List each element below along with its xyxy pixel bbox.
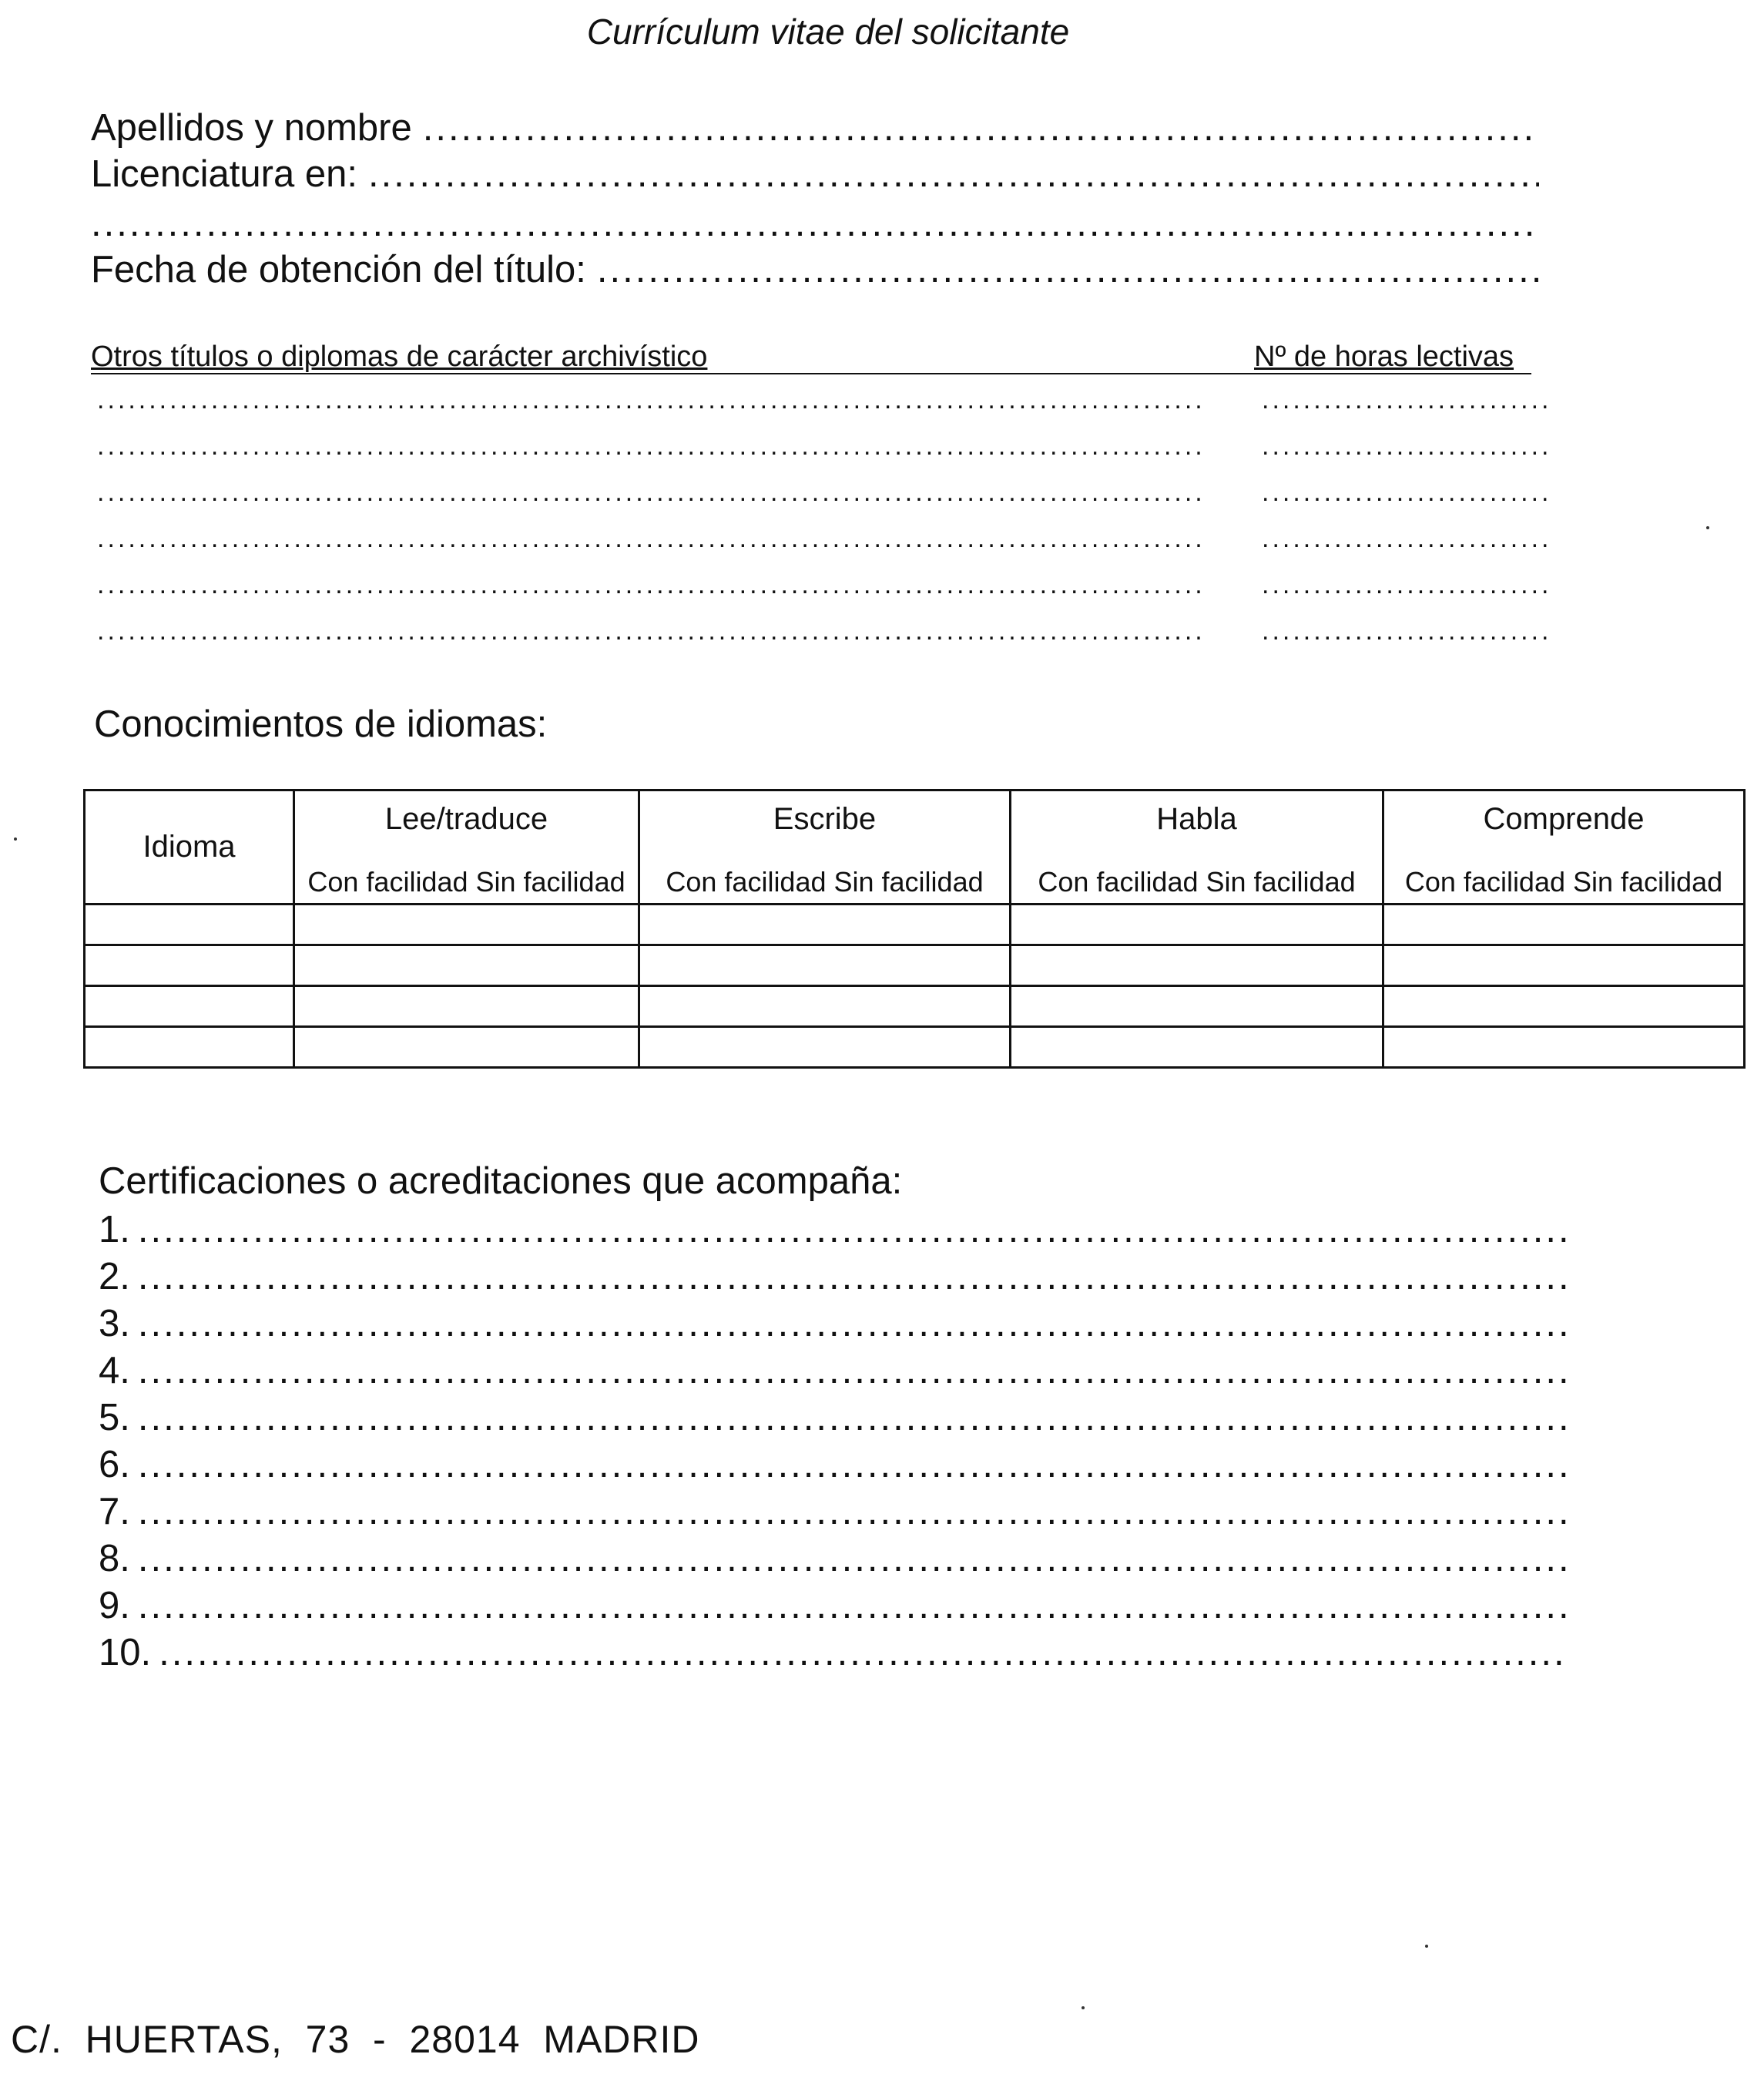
level-cell[interactable] — [294, 986, 639, 1027]
hours-entry-field[interactable] — [1262, 616, 1548, 647]
level-cell[interactable] — [1383, 986, 1745, 1027]
level-cell[interactable] — [1383, 905, 1745, 945]
column-label: Habla — [1156, 802, 1237, 836]
dotted-fill-line — [1262, 385, 1548, 415]
table-row — [85, 1027, 1745, 1068]
other-title-entry-field[interactable] — [97, 616, 1206, 647]
other-title-entry-field[interactable] — [97, 478, 1206, 509]
certification-item[interactable] — [99, 1443, 1570, 1488]
idioma-cell[interactable] — [85, 945, 294, 986]
dotted-fill-line — [1262, 570, 1548, 600]
item-number: 3. — [99, 1303, 130, 1344]
dotted-fill-line — [97, 616, 1206, 646]
other-title-entry-field[interactable] — [97, 431, 1206, 462]
level-cell[interactable] — [639, 986, 1011, 1027]
item-number: 6. — [99, 1444, 130, 1485]
item-number: 9. — [99, 1585, 130, 1626]
hours-entry-field[interactable] — [1262, 570, 1548, 601]
idioma-cell[interactable] — [85, 986, 294, 1027]
other-titles-header: Otros títulos o diplomas de carácter archivístico — [91, 341, 708, 373]
dotted-fill-line — [138, 1537, 1570, 1580]
dotted-fill-line — [97, 385, 1206, 415]
document-title: Currículum vitae del solicitante — [586, 12, 1070, 52]
field-label: Licenciatura en: — [91, 153, 357, 195]
dotted-fill-line — [597, 248, 1539, 291]
scan-speck — [1082, 2006, 1085, 2009]
dotted-fill-line — [138, 1255, 1570, 1298]
certification-item[interactable] — [99, 1349, 1570, 1394]
certification-item[interactable] — [99, 1537, 1570, 1582]
dotted-fill-line — [138, 1396, 1570, 1439]
other-title-entry-field[interactable] — [97, 385, 1206, 416]
level-cell[interactable] — [639, 945, 1011, 986]
item-number: 5. — [99, 1397, 130, 1438]
level-cell[interactable] — [639, 1027, 1011, 1068]
level-cell[interactable] — [1011, 945, 1383, 986]
hours-entry-field[interactable] — [1262, 385, 1548, 416]
level-cell[interactable] — [294, 1027, 639, 1068]
lee-traduce-header — [294, 790, 639, 905]
dotted-fill-line — [368, 153, 1539, 196]
dotted-fill-line — [97, 431, 1206, 462]
scan-speck — [14, 837, 17, 841]
column-sublabel: Con facilidad Sin facilidad — [1404, 866, 1723, 898]
dotted-fill-line — [1262, 431, 1548, 462]
languages-table — [83, 789, 1746, 1069]
hours-header: Nº de horas lectivas — [1254, 341, 1514, 373]
escribe-header — [639, 790, 1011, 905]
field-licenciatura-continuation[interactable] — [91, 202, 1531, 240]
item-number: 1. — [99, 1209, 130, 1250]
hours-entry-field[interactable] — [1262, 478, 1548, 509]
column-label: Comprende — [1483, 802, 1645, 836]
certification-item[interactable] — [99, 1208, 1570, 1253]
field-label: Apellidos y nombre — [91, 107, 412, 149]
hours-entry-field[interactable] — [1262, 524, 1548, 555]
level-cell[interactable] — [1011, 1027, 1383, 1068]
column-sublabel: Con facilidad Sin facilidad — [1038, 866, 1356, 898]
idioma-cell[interactable] — [85, 1027, 294, 1068]
dotted-fill-line — [1262, 616, 1548, 646]
dotted-fill-line — [138, 1349, 1570, 1392]
level-cell[interactable] — [294, 905, 639, 945]
languages-table-body — [85, 905, 1745, 1068]
level-cell[interactable] — [1011, 986, 1383, 1027]
certification-item[interactable] — [99, 1490, 1570, 1535]
certification-item[interactable] — [99, 1584, 1570, 1629]
habla-header — [1011, 790, 1383, 905]
level-cell[interactable] — [294, 945, 639, 986]
column-label: Lee/traduce — [384, 802, 548, 836]
dotted-fill-line — [1262, 524, 1548, 554]
hours-entry-field[interactable] — [1262, 431, 1548, 462]
certification-item[interactable] — [99, 1631, 1570, 1676]
column-sublabel: Con facilidad Sin facilidad — [307, 866, 625, 898]
dotted-fill-line — [97, 478, 1206, 508]
dotted-fill-line — [138, 1302, 1570, 1345]
table-row — [85, 986, 1745, 1027]
scan-speck — [1425, 1945, 1428, 1948]
dotted-fill-line — [97, 524, 1206, 554]
level-cell[interactable] — [1383, 945, 1745, 986]
field-fecha-titulo[interactable] — [91, 248, 1539, 293]
dotted-fill-line — [423, 106, 1539, 149]
dotted-fill-line — [1262, 478, 1548, 508]
field-licenciatura[interactable] — [91, 153, 1539, 197]
item-number: 10. — [99, 1632, 152, 1673]
item-number: 2. — [99, 1256, 130, 1297]
certification-item[interactable] — [99, 1302, 1570, 1347]
level-cell[interactable] — [1383, 1027, 1745, 1068]
table-row — [85, 945, 1745, 986]
other-title-entry-field[interactable] — [97, 570, 1206, 601]
dotted-fill-line — [138, 1584, 1570, 1627]
languages-section-title: Conocimientos de idiomas: — [94, 703, 548, 745]
dotted-fill-line — [97, 570, 1206, 600]
level-cell[interactable] — [1011, 905, 1383, 945]
footer-address: C/. HUERTAS, 73 - 28014 MADRID — [11, 2018, 700, 2061]
dotted-fill-line — [159, 1631, 1570, 1674]
field-label: Fecha de obtención del título: — [91, 249, 586, 290]
level-cell[interactable] — [639, 905, 1011, 945]
idioma-cell[interactable] — [85, 905, 294, 945]
dotted-fill-line — [91, 202, 1531, 245]
scan-speck — [1706, 526, 1709, 529]
dotted-fill-line — [138, 1490, 1570, 1533]
certification-item[interactable] — [99, 1396, 1570, 1441]
dotted-fill-line — [138, 1443, 1570, 1486]
certification-item[interactable] — [99, 1255, 1570, 1300]
dotted-fill-line — [138, 1208, 1570, 1251]
item-number: 7. — [99, 1491, 130, 1532]
other-title-entry-field[interactable] — [97, 524, 1206, 555]
item-number: 8. — [99, 1538, 130, 1579]
certifications-section-title: Certificaciones o acreditaciones que acompaña: — [99, 1160, 903, 1202]
field-apellidos-nombre[interactable] — [91, 106, 1539, 151]
idioma-header: Idioma — [85, 790, 294, 905]
header-underline — [91, 373, 1531, 374]
column-label: Escribe — [773, 802, 877, 836]
column-sublabel: Con facilidad Sin facilidad — [666, 866, 984, 898]
comprende-header — [1383, 790, 1745, 905]
item-number: 4. — [99, 1350, 130, 1391]
table-row — [85, 905, 1745, 945]
